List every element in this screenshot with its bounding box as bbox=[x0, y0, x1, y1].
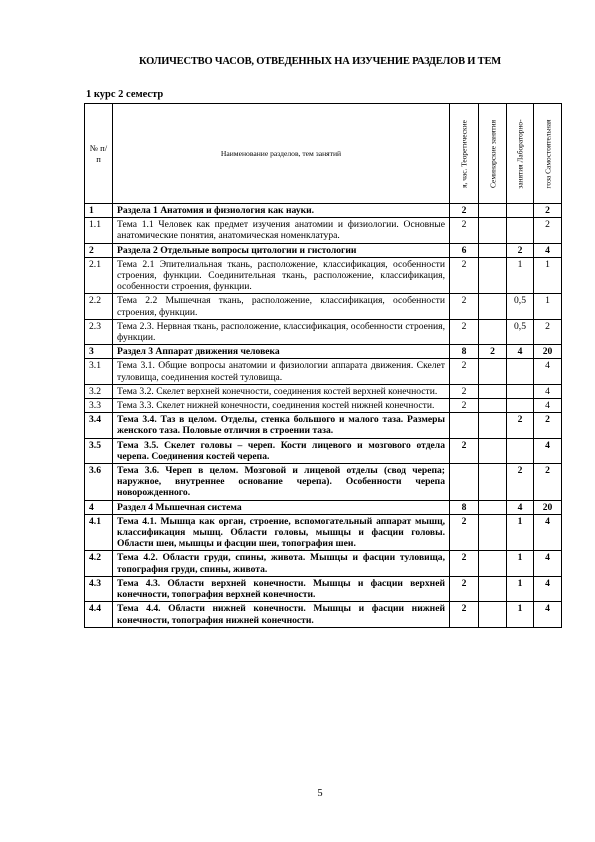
row-theory-cell: 8 bbox=[450, 345, 479, 359]
row-seminar-cell bbox=[479, 243, 507, 257]
row-theory-cell: 2 bbox=[450, 551, 479, 576]
header-seminar-hours-label: Семинарские занятия bbox=[488, 119, 497, 188]
row-theory-cell: 2 bbox=[450, 384, 479, 398]
row-self-study-cell: 2 bbox=[534, 319, 562, 344]
row-theory-cell: 6 bbox=[450, 243, 479, 257]
row-self-study-cell: 4 bbox=[534, 399, 562, 413]
row-number-cell: 4.4 bbox=[85, 602, 113, 627]
table-row bbox=[85, 551, 562, 576]
row-topic-cell: Тема 3.1. Общие вопросы анатомии и физиологии аппарата движения. Скелет туловища, соединения костей туловища. bbox=[113, 359, 450, 384]
row-seminar-cell bbox=[479, 204, 507, 218]
row-topic-cell: Тема 2.2 Мышечная ткань, расположение, классификация, особенности строения, функции. bbox=[113, 294, 450, 319]
row-seminar-cell bbox=[479, 359, 507, 384]
table-row bbox=[85, 514, 562, 551]
table-row bbox=[85, 464, 562, 501]
row-theory-cell: 2 bbox=[450, 602, 479, 627]
row-seminar-cell bbox=[479, 399, 507, 413]
table-row bbox=[85, 500, 562, 514]
table-row bbox=[85, 359, 562, 384]
row-theory-cell bbox=[450, 464, 479, 501]
row-seminar-cell: 2 bbox=[479, 345, 507, 359]
row-number-cell: 3.1 bbox=[85, 359, 113, 384]
row-lab-cell bbox=[507, 399, 534, 413]
row-seminar-cell bbox=[479, 602, 507, 627]
row-theory-cell: 2 bbox=[450, 399, 479, 413]
header-seminar-hours bbox=[479, 104, 507, 204]
row-number-cell: 2.1 bbox=[85, 257, 113, 294]
row-theory-cell: 2 bbox=[450, 576, 479, 601]
row-number-cell: 4.2 bbox=[85, 551, 113, 576]
row-lab-cell: 1 bbox=[507, 514, 534, 551]
row-self-study-cell: 4 bbox=[534, 576, 562, 601]
table-row bbox=[85, 345, 562, 359]
row-lab-cell bbox=[507, 384, 534, 398]
row-self-study-cell: 4 bbox=[534, 551, 562, 576]
table-row bbox=[85, 319, 562, 344]
row-self-study-cell: 1 bbox=[534, 257, 562, 294]
table-row bbox=[85, 218, 562, 243]
row-theory-cell: 2 bbox=[450, 514, 479, 551]
row-seminar-cell bbox=[479, 294, 507, 319]
row-seminar-cell bbox=[479, 218, 507, 243]
table-row bbox=[85, 413, 562, 438]
row-number-cell: 3.5 bbox=[85, 438, 113, 463]
row-theory-cell: 2 bbox=[450, 359, 479, 384]
row-lab-cell: 1 bbox=[507, 551, 534, 576]
page-number: 5 bbox=[317, 788, 323, 799]
row-topic-cell: Раздел 3 Аппарат движения человека bbox=[113, 345, 450, 359]
row-topic-cell: Тема 3.3. Скелет нижней конечности, соединения костей нижней конечности. bbox=[113, 399, 450, 413]
table-row bbox=[85, 438, 562, 463]
row-theory-cell: 2 bbox=[450, 294, 479, 319]
row-number-cell: 3.4 bbox=[85, 413, 113, 438]
table-row bbox=[85, 384, 562, 398]
row-lab-cell: 0,5 bbox=[507, 294, 534, 319]
hours-table bbox=[84, 103, 562, 628]
row-lab-cell: 4 bbox=[507, 345, 534, 359]
row-number-cell: 2.3 bbox=[85, 319, 113, 344]
row-number-cell: 1.1 bbox=[85, 218, 113, 243]
row-seminar-cell bbox=[479, 413, 507, 438]
row-seminar-cell bbox=[479, 576, 507, 601]
row-theory-cell: 2 bbox=[450, 319, 479, 344]
row-self-study-cell: 1 bbox=[534, 294, 562, 319]
header-topic-name: Наименование разделов, тем занятий bbox=[113, 104, 450, 204]
header-self-study-hours-label: гоза Самостоятельная bbox=[543, 119, 552, 188]
row-self-study-cell: 2 bbox=[534, 218, 562, 243]
row-self-study-cell: 4 bbox=[534, 602, 562, 627]
header-lab-hours bbox=[507, 104, 534, 204]
header-self-study-hours bbox=[534, 104, 562, 204]
course-label: 1 курс 2 семестр bbox=[86, 89, 164, 100]
table-row bbox=[85, 294, 562, 319]
row-lab-cell: 1 bbox=[507, 602, 534, 627]
row-self-study-cell: 4 bbox=[534, 243, 562, 257]
row-seminar-cell bbox=[479, 438, 507, 463]
row-lab-cell: 2 bbox=[507, 464, 534, 501]
row-number-cell: 2.2 bbox=[85, 294, 113, 319]
row-lab-cell: 0,5 bbox=[507, 319, 534, 344]
table-row bbox=[85, 399, 562, 413]
row-topic-cell: Тема 4.1. Мышца как орган, строение, вспомогательный аппарат мышц, классификация мышц. Области головы, мышцы и фасции головы. Области шеи, мышцы и фасции шеи, топография шеи. bbox=[113, 514, 450, 551]
row-theory-cell bbox=[450, 413, 479, 438]
row-self-study-cell: 4 bbox=[534, 384, 562, 398]
row-self-study-cell: 2 bbox=[534, 204, 562, 218]
row-self-study-cell: 20 bbox=[534, 500, 562, 514]
row-topic-cell: Раздела 2 Отдельные вопросы цитологии и гистологии bbox=[113, 243, 450, 257]
row-topic-cell: Тема 3.2. Скелет верхней конечности, соединения костей верхней конечности. bbox=[113, 384, 450, 398]
row-self-study-cell: 4 bbox=[534, 438, 562, 463]
row-number-cell: 3.6 bbox=[85, 464, 113, 501]
row-theory-cell: 2 bbox=[450, 438, 479, 463]
row-topic-cell: Тема 4.4. Области нижней конечности. Мышцы и фасции нижней конечности, топография нижней конечности. bbox=[113, 602, 450, 627]
row-number-cell: 3.3 bbox=[85, 399, 113, 413]
row-topic-cell: Тема 2.1 Эпителиальная ткань, расположение, классификация, особенности строения, функции. Соединительная ткань, расположение, классификация, особенности строения, функции. bbox=[113, 257, 450, 294]
table-row bbox=[85, 243, 562, 257]
row-topic-cell: Тема 3.4. Таз в целом. Отделы, стенка большого и малого таза. Размеры женского таза. Половые отличия в строении таза. bbox=[113, 413, 450, 438]
row-topic-cell: Раздел 4 Мышечная система bbox=[113, 500, 450, 514]
header-theory-hours bbox=[450, 104, 479, 204]
row-self-study-cell: 4 bbox=[534, 359, 562, 384]
row-seminar-cell bbox=[479, 257, 507, 294]
row-theory-cell: 2 bbox=[450, 257, 479, 294]
row-seminar-cell bbox=[479, 464, 507, 501]
table-row bbox=[85, 204, 562, 218]
row-topic-cell: Тема 4.2. Области груди, спины, живота. Мышцы и фасции туловища, топография груди, спины, живота. bbox=[113, 551, 450, 576]
row-theory-cell: 2 bbox=[450, 204, 479, 218]
table-row bbox=[85, 257, 562, 294]
row-lab-cell: 2 bbox=[507, 243, 534, 257]
row-number-cell: 3 bbox=[85, 345, 113, 359]
row-self-study-cell: 20 bbox=[534, 345, 562, 359]
row-lab-cell: 1 bbox=[507, 257, 534, 294]
row-lab-cell: 4 bbox=[507, 500, 534, 514]
row-theory-cell: 8 bbox=[450, 500, 479, 514]
row-topic-cell: Тема 1.1 Человек как предмет изучения анатомии и физиологии. Основные анатомические понятия, анатомическая номенклатура. bbox=[113, 218, 450, 243]
row-seminar-cell bbox=[479, 384, 507, 398]
row-theory-cell: 2 bbox=[450, 218, 479, 243]
row-number-cell: 4.3 bbox=[85, 576, 113, 601]
table-row bbox=[85, 602, 562, 627]
header-number: № п/п bbox=[85, 104, 113, 204]
row-lab-cell: 1 bbox=[507, 576, 534, 601]
row-topic-cell: Тема 3.6. Череп в целом. Мозговой и лицевой отделы (свод черепа; наружное, внутреннее основание черепа). Особенности черепа новорожденного. bbox=[113, 464, 450, 501]
row-topic-cell: Тема 2.3. Нервная ткань, расположение, классификация, особенности строения, функции. bbox=[113, 319, 450, 344]
header-theory-hours-label: я, час. Теоретические bbox=[459, 119, 469, 188]
row-seminar-cell bbox=[479, 514, 507, 551]
row-number-cell: 2 bbox=[85, 243, 113, 257]
table-header-row bbox=[85, 104, 562, 204]
row-seminar-cell bbox=[479, 500, 507, 514]
row-number-cell: 3.2 bbox=[85, 384, 113, 398]
row-lab-cell bbox=[507, 359, 534, 384]
row-lab-cell bbox=[507, 438, 534, 463]
document-title: КОЛИЧЕСТВО ЧАСОВ, ОТВЕДЕННЫХ НА ИЗУЧЕНИЕ РАЗДЕЛОВ И ТЕМ bbox=[138, 56, 502, 67]
row-topic-cell: Раздела 1 Анатомия и физиология как науки. bbox=[113, 204, 450, 218]
row-self-study-cell: 4 bbox=[534, 514, 562, 551]
table-body bbox=[85, 204, 562, 628]
table-row bbox=[85, 576, 562, 601]
row-seminar-cell bbox=[479, 319, 507, 344]
row-number-cell: 4 bbox=[85, 500, 113, 514]
row-number-cell: 1 bbox=[85, 204, 113, 218]
row-self-study-cell: 2 bbox=[534, 464, 562, 501]
row-lab-cell bbox=[507, 218, 534, 243]
row-lab-cell bbox=[507, 204, 534, 218]
row-self-study-cell: 2 bbox=[534, 413, 562, 438]
row-topic-cell: Тема 4.3. Области верхней конечности. Мышцы и фасции верхней конечности, топография верхней конечности. bbox=[113, 576, 450, 601]
row-topic-cell: Тема 3.5. Скелет головы – череп. Кости лицевого и мозгового отдела черепа. Соединения костей черепа. bbox=[113, 438, 450, 463]
header-lab-hours-label: занятия Лабораторно- bbox=[515, 118, 525, 189]
row-number-cell: 4.1 bbox=[85, 514, 113, 551]
row-lab-cell: 2 bbox=[507, 413, 534, 438]
row-seminar-cell bbox=[479, 551, 507, 576]
